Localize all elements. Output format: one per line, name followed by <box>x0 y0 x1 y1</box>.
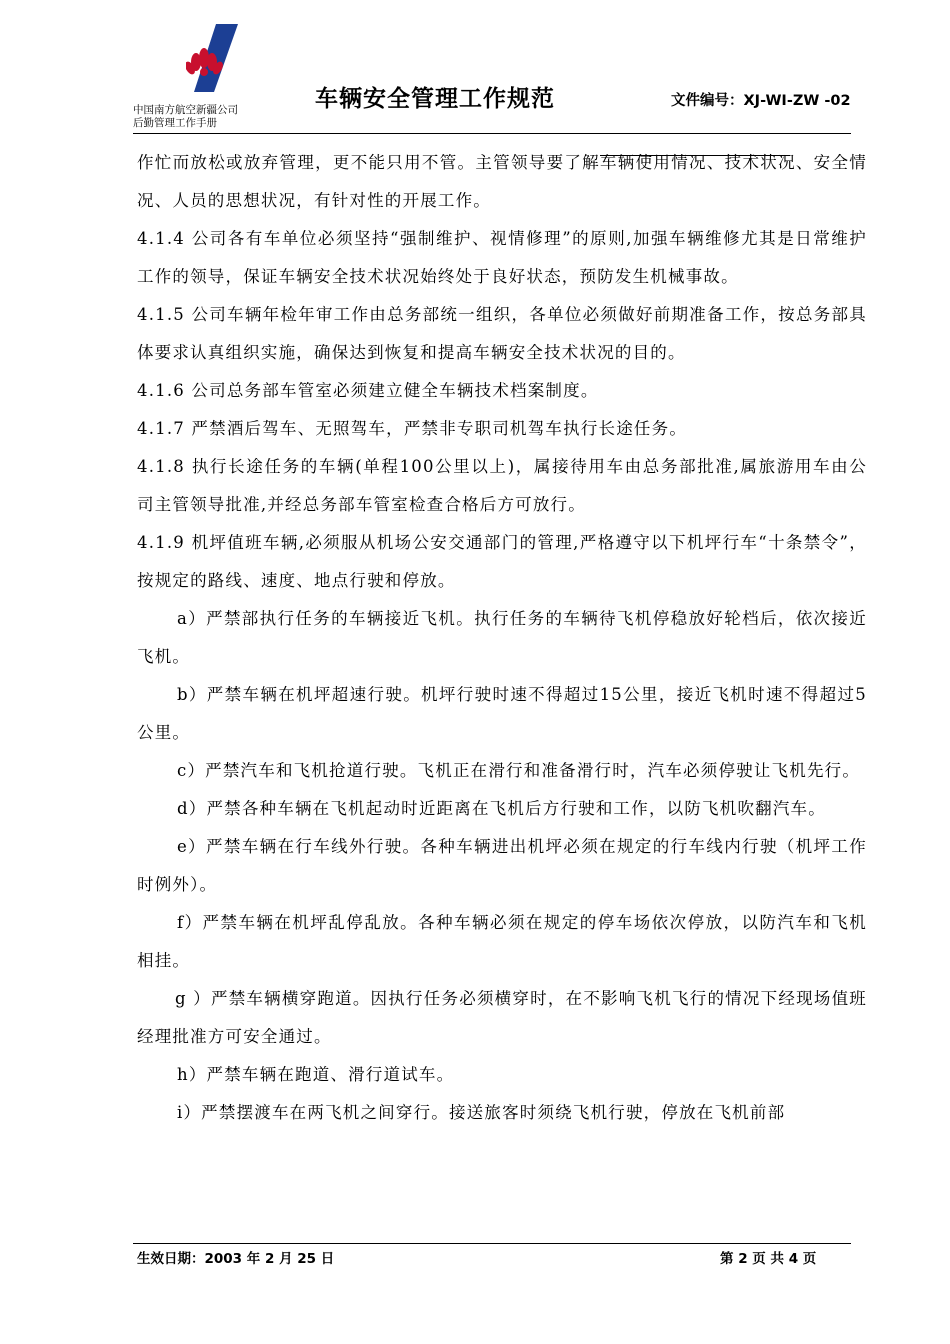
paragraph: 4.1.6 公司总务部车管室必须建立健全车辆技术档案制度。 <box>137 381 599 400</box>
document-title: 车辆安全管理工作规范 <box>315 86 555 112</box>
scan-overline <box>600 155 790 156</box>
paragraph: 4.1.7 严禁酒后驾车、无照驾车，严禁非专职司机驾车执行长途任务。 <box>137 419 688 438</box>
effective-date: 生效日期：2003 年 2 月 25 日 <box>137 1251 335 1267</box>
paragraph: d）严禁各种车辆在飞机起动时近距离在飞机后方行驶和工作，以防飞机吹翻汽车。 <box>177 799 826 818</box>
page-number: 第 2 页 共 4 页 <box>720 1251 817 1267</box>
paragraph: 4.1.8 执行长途任务的车辆(单程100公里以上)，属接待用车由总务部批准,属旅游用车由公司主管领导批准,并经总务部车管室检查合格后方可放行。 <box>137 457 867 514</box>
company-name-line1: 中国南方航空新疆公司 <box>133 104 238 116</box>
china-southern-logo-icon <box>186 24 238 92</box>
footer-divider <box>133 1243 851 1244</box>
document-number: 文件编号：XJ-WI-ZW -02 <box>671 93 851 109</box>
paragraph: g ）严禁车辆横穿跑道。因执行任务必须横穿时，在不影响飞机飞行的情况下经现场值班经理批准方可安全通过。 <box>137 989 867 1046</box>
company-name-line2: 后勤管理工作手册 <box>133 117 217 129</box>
paragraph: h）严禁车辆在跑道、滑行道试车。 <box>177 1065 455 1084</box>
paragraph: b）严禁车辆在机坪超速行驶。机坪行驶时速不得超过15公里，接近飞机时速不得超过5公里。 <box>137 685 867 742</box>
paragraph: c）严禁汽车和飞机抢道行驶。飞机正在滑行和准备滑行时，汽车必须停驶让飞机先行。 <box>177 761 861 780</box>
paragraph: e）严禁车辆在行车线外行驶。各种车辆进出机坪必须在规定的行车线内行驶（机坪工作时例外）。 <box>137 837 867 894</box>
document-body <box>137 144 867 1132</box>
paragraph: i）严禁摆渡车在两飞机之间穿行。接送旅客时须绕飞机行驶，停放在飞机前部 <box>177 1103 786 1122</box>
paragraph: f）严禁车辆在机坪乱停乱放。各种车辆必须在规定的停车场依次停放，以防汽车和飞机相挂。 <box>137 913 867 970</box>
paragraph: 4.1.9 机坪值班车辆,必须服从机场公安交通部门的管理,严格遵守以下机坪行车“十条禁令”，按规定的路线、速度、地点行驶和停放。 <box>137 533 867 590</box>
header-divider <box>133 133 851 134</box>
paragraph: a）严禁部执行任务的车辆接近飞机。执行任务的车辆待飞机停稳放好轮档后，依次接近飞机。 <box>137 609 867 666</box>
paragraph: 4.1.4 公司各有车单位必须坚持“强制维护、视情修理”的原则,加强车辆维修尤其是日常维护工作的领导，保证车辆安全技术状况始终处于良好状态，预防发生机械事故。 <box>137 229 867 286</box>
paragraph: 作忙而放松或放弃管理，更不能只用不管。主管领导要了解车辆使用情况、技术状况、安全情况、人员的思想状况，有针对性的开展工作。 <box>137 153 867 210</box>
paragraph: 4.1.5 公司车辆年检年审工作由总务部统一组织，各单位必须做好前期准备工作，按总务部具体要求认真组织实施，确保达到恢复和提高车辆安全技术状况的目的。 <box>137 305 867 362</box>
company-name <box>133 104 238 130</box>
